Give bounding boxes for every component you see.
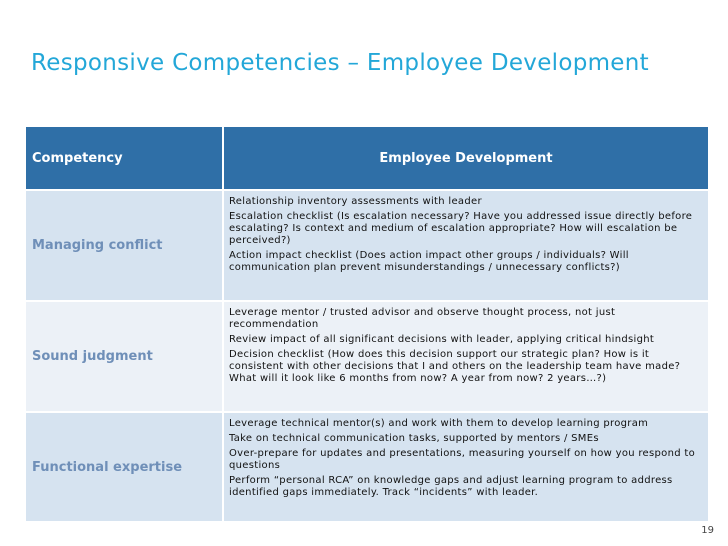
development-item: Action impact checklist (Does action impact other groups / individuals? Will communication plan prevent misunderstandings / unnecessary conflicts?) [229, 250, 629, 273]
development-managing-conflict [224, 191, 708, 300]
header-employee-development: Employee Development [224, 127, 708, 189]
development-item: Over-prepare for updates and presentations, measuring yourself on how you respond to questions [229, 448, 695, 471]
development-functional-expertise [224, 413, 708, 521]
development-item: Relationship inventory assessments with leader [229, 196, 482, 207]
header-competency: Competency [26, 127, 222, 189]
slide-title: Responsive Competencies – Employee Development [31, 50, 649, 76]
development-item: Review impact of all significant decisions with leader, applying critical hindsight [229, 334, 655, 345]
development-sound-judgment [224, 302, 708, 411]
development-item: Decision checklist (How does this decision support our strategic plan? How is it consistent with other decisions that I and others on the leadership team have made? What will it look like 6 months from now? A year from now? 2 years…?) [229, 349, 681, 384]
competency-managing-conflict: Managing conflict [26, 191, 222, 300]
development-item: Leverage technical mentor(s) and work with them to develop learning program [229, 418, 649, 429]
page-number: 19 [701, 525, 714, 536]
development-item: Take on technical communication tasks, supported by mentors / SMEs [229, 433, 599, 444]
competency-functional-expertise: Functional expertise [26, 413, 222, 521]
competency-sound-judgment: Sound judgment [26, 302, 222, 411]
development-item: Perform “personal RCA” on knowledge gaps and adjust learning program to address identified gaps immediately. Track “incidents” with leader. [229, 475, 673, 498]
development-item: Escalation checklist (Is escalation necessary? Have you addressed issue directly before escalating? Is context and medium of escalation appropriate? How will escalation be perceived?) [229, 211, 693, 246]
development-item: Leverage mentor / trusted advisor and observe thought process, not just recommendation [229, 307, 616, 330]
competency-table [26, 127, 708, 521]
